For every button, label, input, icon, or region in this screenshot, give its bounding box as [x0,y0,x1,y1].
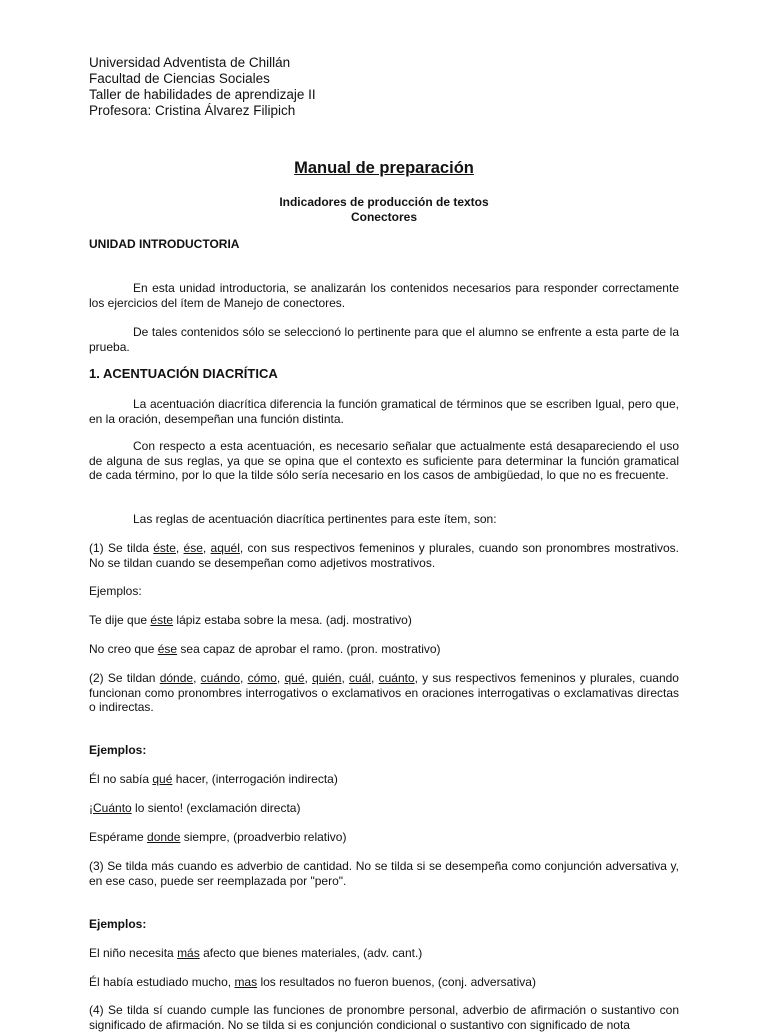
separator: , [240,671,248,685]
rule-1-example-2 [89,642,679,657]
rule-3-example-1 [89,946,679,961]
example-text: Te dije que [89,613,151,627]
subtitle-line-2: Conectores [350,209,418,224]
rule-2-word: dónde [159,671,194,685]
separator: , [276,671,285,685]
document-header [89,55,679,119]
rule-1-word-este: éste [153,541,176,555]
example-keyword: qué [152,772,173,786]
example-text: Él no sabía [89,772,153,786]
rule-1-prefix: (1) Se tilda [89,541,154,555]
example-text: ¡ [89,801,93,815]
example-keyword: más [177,946,200,960]
document-page [89,55,679,1032]
rule-2-word: cuál [349,671,372,685]
rule-2-word: quién [312,671,342,685]
intro-paragraph-1: En esta unidad introductoria, se analizarán los contenidos necesarios para responder correctamente los ejercicios del ítem de Manejo de conectores. [89,281,679,310]
rule-1-example-1 [89,613,679,628]
separator: , [371,671,379,685]
rule-1-word-ese: ése [183,541,203,555]
rule-2-example-2 [89,801,679,816]
section-1-heading: 1. ACENTUACIÓN DIACRÍTICA [89,366,278,381]
example-text: siempre, (proadverbio relativo) [180,830,347,844]
separator: , [175,541,184,555]
separator: , [304,671,313,685]
rule-2-word: cuánto [378,671,415,685]
rule-2-rest: , y sus respectivos femeninos y plurales, cuando funcionan como pronombres interrogativos o exclamativos en oraciones interrogativas o exclamativas directas o indirectas. [89,671,679,715]
example-keyword: Cuánto [93,801,132,815]
rule-2-text [89,671,679,715]
example-text: Él había estudiado mucho, [89,975,235,989]
example-keyword: éste [150,613,174,627]
separator: , [341,671,350,685]
example-keyword: mas [234,975,258,989]
document-title: Manual de preparación [294,159,474,177]
course-name: Taller de habilidades de aprendizaje II [89,87,316,102]
faculty-name: Facultad de Ciencias Sociales [89,71,270,86]
university-name: Universidad Adventista de Chillán [89,55,291,70]
example-text: los resultados no fueron buenos, (conj. adversativa) [257,975,536,989]
example-text: El niño necesita [89,946,178,960]
rule-4-text: (4) Se tilda sí cuando cumple las funciones de pronombre personal, adverbio de afirmación o sustantivo con significado de afirmación. No se tilda si es conjunción condicional o sustantivo con significado de nota [89,1003,679,1032]
separator: , [193,671,201,685]
rule-1-examples-label: Ejemplos: [89,584,142,598]
rule-3-examples-label: Ejemplos: [89,917,147,931]
rule-1-word-aquel: aquél [210,541,240,555]
rule-2-examples-label: Ejemplos: [89,743,147,757]
example-text: afecto que bienes materiales, (adv. cant.) [199,946,423,960]
unit-heading: UNIDAD INTRODUCTORIA [89,237,240,251]
document-subtitle [89,195,679,224]
rule-3-text: (3) Se tilda más cuando es adverbio de cantidad. No se tilda si se desempeña como conjunción adversativa y, en ese caso, puede ser reemplazada por "pero". [89,859,679,888]
rule-2-word: qué [284,671,305,685]
example-text: lo siento! (exclamación directa) [131,801,301,815]
separator: , [202,541,211,555]
rule-3-example-2 [89,975,679,990]
example-text: sea capaz de aprobar el ramo. (pron. mostrativo) [177,642,441,656]
subtitle-line-1: Indicadores de producción de textos [279,195,489,209]
rule-2-prefix: (2) Se tildan [89,671,160,685]
example-text: hacer, (interrogación indirecta) [172,772,338,786]
example-keyword: ése [157,642,178,656]
section-1-paragraph-3: Las reglas de acentuación diacrítica pertinentes para este ítem, son: [133,512,497,526]
section-1-paragraph-2: Con respecto a esta acentuación, es necesario señalar que actualmente está desapareciendo el uso de alguna de sus reglas, ya que se opina que el contexto es suficiente para determinar la función gramatical de cada término, por lo que la tilde sólo sería necesario en los casos de ambigüedad, lo que no es frecuente. [89,439,679,483]
example-text: lápiz estaba sobre la mesa. (adj. mostrativo) [173,613,412,627]
rule-2-example-1 [89,772,679,787]
intro-paragraph-2: De tales contenidos sólo se seleccionó lo pertinente para que el alumno se enfrente a esta parte de la prueba. [89,325,679,354]
example-text: Espérame [89,830,148,844]
rule-2-example-3 [89,830,679,845]
example-text: No creo que [89,642,158,656]
section-1-paragraph-1: La acentuación diacrítica diferencia la función gramatical de términos que se escriben Igual, pero que, en la oración, desempeñan una función distinta. [89,397,679,426]
example-keyword: donde [147,830,181,844]
rule-1-text [89,541,679,570]
rule-2-word: cuándo [200,671,241,685]
rule-1-rest: , con sus respectivos femeninos y plurales, cuando son pronombres mostrativos. No se tildan cuando se desempeñan como adjetivos mostrativos. [89,541,679,570]
professor-name: Profesora: Cristina Álvarez Filipich [89,103,296,118]
rule-2-word: cómo [247,671,277,685]
